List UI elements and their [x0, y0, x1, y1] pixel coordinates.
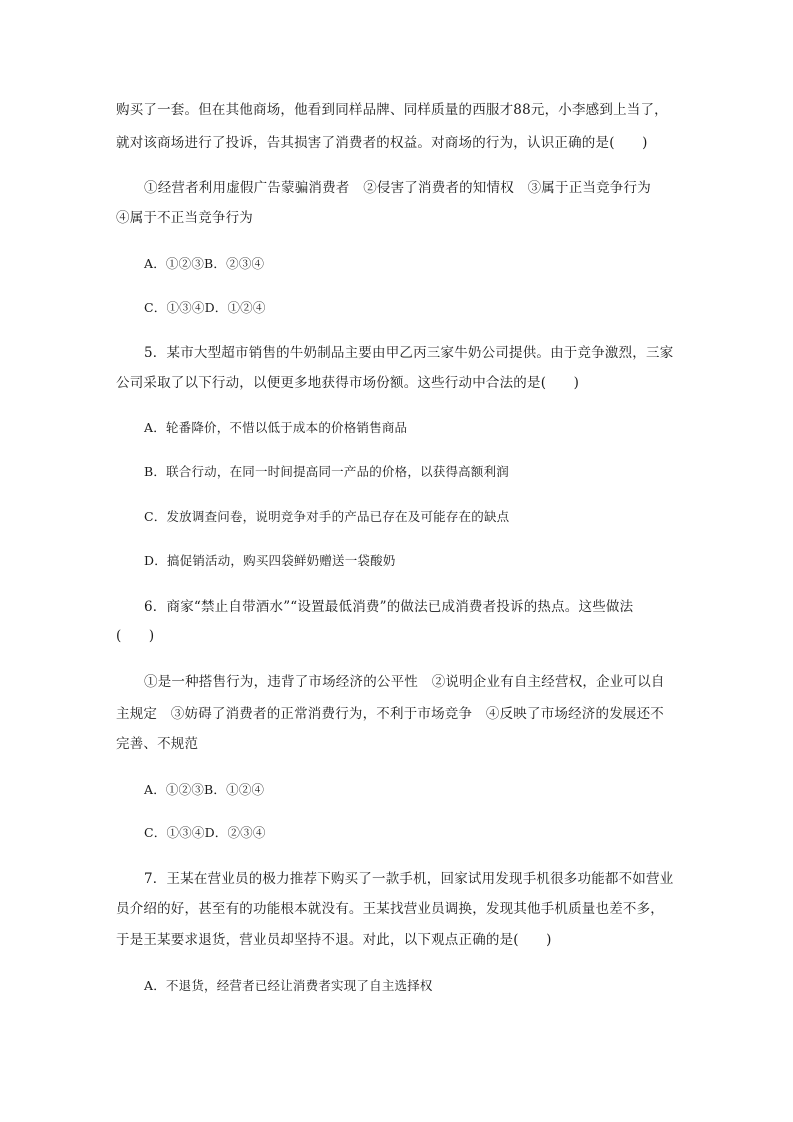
q6-statements-line-1: ①是一种搭售行为，违背了市场经济的公平性 ②说明企业有自主经营权，企业可以自: [144, 674, 665, 690]
q5-option-a: A．轮番降价，不惜以低于成本的价格销售商品: [144, 420, 408, 435]
q4-options-ab: A．①②③B．②③④: [144, 256, 265, 271]
q5-stem-line-1: 5．某市大型超市销售的牛奶制品主要由甲乙丙三家牛奶公司提供。由于竞争激烈，三家: [144, 345, 674, 361]
q5-stem-line-2: 公司采取了以下行动，以便更多地获得市场份额。这些行动中合法的是( ): [116, 375, 580, 391]
q5-option-b: B．联合行动，在同一时间提高同一产品的价格，以获得高额利润: [144, 464, 509, 479]
q7-stem-line-3: 于是王某要求退货，营业员却坚持不退。对此，以下观点正确的是( ): [116, 932, 552, 948]
q6-statements-line-2: 主规定 ③妨碍了消费者的正常消费行为，不利于市场竞争 ④反映了市场经济的发展还不: [116, 706, 664, 722]
q4-options-cd: C．①③④D．①②④: [144, 300, 266, 315]
q6-options-cd: C．①③④D．②③④: [144, 825, 266, 840]
q4-stem-line-1: 购买了一套。但在其他商场，他看到同样品牌、同样质量的西服才88元，小李感到上当了，: [116, 102, 668, 118]
q6-statements-line-3: 完善、不规范: [116, 736, 199, 752]
q4-statements-line-1: ①经营者利用虚假广告蒙骗消费者 ②侵害了消费者的知情权 ③属于正当竞争行为: [144, 180, 651, 196]
q4-statements-line-2: ④属于不正当竞争行为: [116, 210, 253, 226]
q7-stem-line-2: 员介绍的好，甚至有的功能根本就没有。王某找营业员调换，发现其他手机质量也差不多，: [116, 901, 664, 917]
q7-option-a: A．不退货，经营者已经让消费者实现了自主选择权: [144, 978, 433, 993]
q5-option-d: D．搞促销活动，购买四袋鲜奶赠送一袋酸奶: [144, 553, 396, 568]
q6-options-ab: A．①②③B．①②④: [144, 782, 265, 797]
q5-option-c: C．发放调查问卷，说明竞争对手的产品已存在及可能存在的缺点: [144, 509, 510, 524]
q6-stem-line-1: 6．商家“禁止自带酒水”“设置最低消费”的做法已成消费者投诉的热点。这些做法: [144, 599, 634, 615]
q7-stem-line-1: 7．王某在营业员的极力推荐下购买了一款手机，回家试用发现手机很多功能都不如营业: [144, 871, 674, 887]
q4-stem-line-2: 就对该商场进行了投诉，告其损害了消费者的权益。对商场的行为，认识正确的是( ): [116, 135, 648, 151]
q6-stem-line-2: ( ): [116, 628, 155, 644]
